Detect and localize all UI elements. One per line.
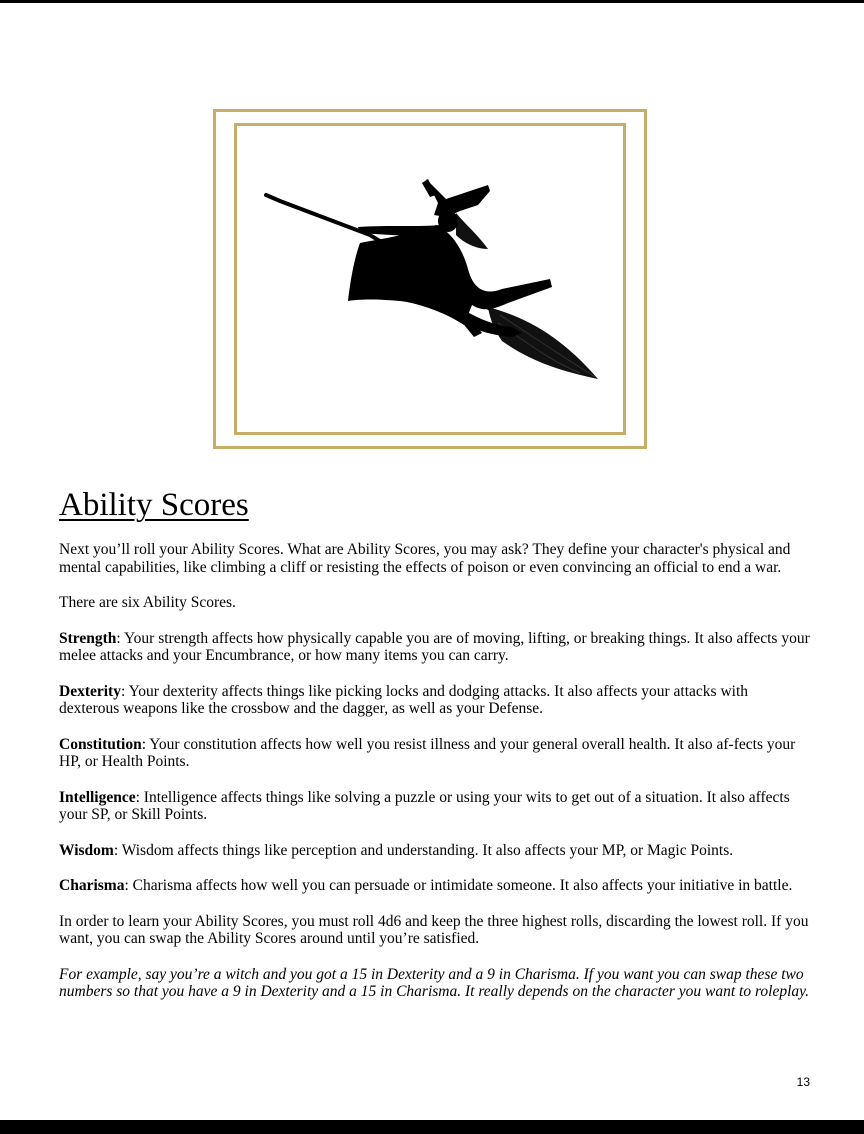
top-edge-bar	[0, 0, 864, 3]
section-heading: Ability Scores	[59, 487, 249, 523]
ability-name: Strength	[59, 629, 117, 647]
bottom-edge-bar	[0, 1120, 864, 1134]
ability-name: Intelligence	[59, 788, 136, 806]
ability-wisdom	[59, 842, 811, 860]
witch-on-broomstick-illustration	[250, 165, 610, 395]
ability-description: : Your dexterity affects things like picking locks and dodging attacks. It also affects your attacks with dexterous weapons like the crossbow and the dagger, as well as your Defense.	[59, 682, 749, 717]
ability-charisma	[59, 877, 811, 895]
page-number: 13	[796, 1075, 810, 1089]
ability-dexterity	[59, 683, 811, 718]
ability-description: : Your strength affects how physically capable you are of moving, lifting, or breaking things. It also affects your melee attacks and your Encumbrance, or how many items you can carry.	[59, 629, 810, 664]
ability-description: : Charisma affects how well you can persuade or intimidate someone. It also affects your initiative in battle.	[124, 877, 793, 894]
intro-paragraph: Next you’ll roll your Ability Scores. What are Ability Scores, you may ask? They define your character's physical and mental capabilities, like climbing a cliff or resisting the effects of poison or even convincing an official to end a war.	[59, 541, 791, 576]
count-paragraph: There are six Ability Scores.	[59, 594, 236, 611]
ability-strength	[59, 630, 811, 665]
ability-description: : Intelligence affects things like solving a puzzle or using your wits to get out of a situation. It also affects your SP, or Skill Points.	[59, 788, 790, 823]
page-content	[59, 486, 811, 1019]
ability-constitution	[59, 736, 811, 771]
ability-name: Charisma	[59, 877, 125, 894]
ability-description: : Your constitution affects how well you resist illness and your general overall health. It also af-fects your HP, or Health Points.	[59, 735, 796, 770]
ability-name: Dexterity	[59, 682, 121, 700]
example-paragraph: For example, say you’re a witch and you got a 15 in Dexterity and a 9 in Charisma. If you want you can swap these two numbers so that you have a 9 in Dexterity and a 15 in Charisma. It really depends on the character you want to roleplay.	[59, 965, 810, 1000]
ability-intelligence	[59, 789, 811, 824]
rolling-paragraph: In order to learn your Ability Scores, you must roll 4d6 and keep the three highest rolls, discarding the lowest roll. If you want, you can swap the Ability Scores around until you’re satisfied.	[59, 912, 809, 947]
ability-name: Constitution	[59, 735, 142, 753]
ability-description: : Wisdom affects things like perception and understanding. It also affects your MP, or Magic Points.	[113, 841, 734, 859]
ability-name: Wisdom	[59, 841, 114, 859]
